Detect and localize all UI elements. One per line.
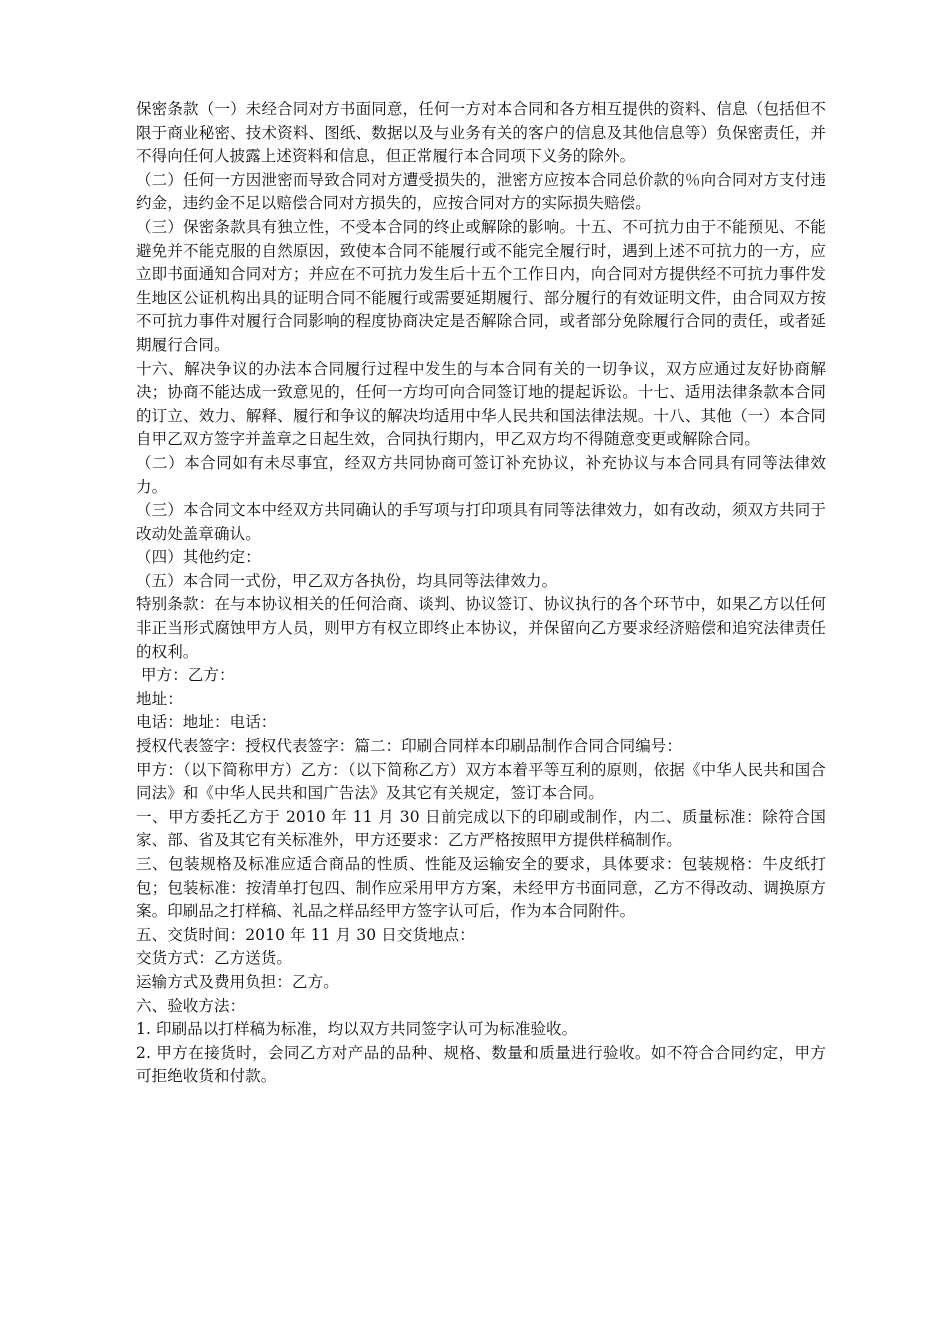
paragraph-special-clause: 特别条款：在与本协议相关的任何洽商、谈判、协议签订、协议执行的各个环节中，如果乙方以任何非正当形式腐蚀甲方人员，则甲方有权立即终止本协议，并保留向乙方要求经济赔偿和追究法律责任的权利。 bbox=[136, 595, 826, 661]
paragraph-confidentiality-1: 保密条款（一）未经合同对方书面同意，任何一方对本合同和各方相互提供的资料、信息（包括但不限于商业秘密、技术资料、图纸、数据以及与业务有关的客户的信息及其他信息等）负保密责任，并不得向任何人披露上述资料和信息，但正常履行本合同项下义务的除外。 bbox=[136, 100, 826, 166]
paragraph-acceptance-item-2: 2. 甲方在接货时，会同乙方对产品的品种、规格、数量和质量进行验收。如不符合合同约定，甲方可拒绝收货和付款。 bbox=[136, 1043, 826, 1086]
paragraph-printing-contract-intro: 甲方：（以下简称甲方）乙方：（以下简称乙方）双方本着平等互利的原则，依据《中华人民共和国合同法》和《中华人民共和国广告法》及其它有关规定，签订本合同。 bbox=[136, 760, 826, 803]
document-body bbox=[136, 98, 826, 1089]
paragraph-other-terms: （四）其他约定： bbox=[136, 548, 261, 567]
paragraph-delivery-method: 交货方式：乙方送货。 bbox=[136, 949, 293, 968]
paragraph-handwritten-items: （三）本合同文本中经双方共同确认的手写项与打印项具有同等法律效力，如有改动，须双方共同于改动处盖章确认。 bbox=[136, 501, 826, 543]
paragraph-acceptance-item-1: 1. 印刷品以打样稿为标准，均以双方共同签字认可为标准验收。 bbox=[136, 1020, 578, 1039]
paragraph-section-5-delivery-time: 五、交货时间：2010 年 11 月 30 日交货地点： bbox=[136, 925, 475, 944]
paragraph-section-1-2: 一、甲方委托乙方于 2010 年 11 月 30 日前完成以下的印刷或制作，内二、质量标准：除符合国家、部、省及其它有关标准外，甲方还要求：乙方严格按照甲方提供样稿制作。 bbox=[136, 807, 826, 850]
paragraph-supplementary-agreement: （二）本合同如有未尽事宜，经双方共同协商可签订补充协议，补充协议与本合同具有同等法律效力。 bbox=[136, 453, 826, 496]
paragraph-copies: （五）本合同一式份，甲乙双方各执份，均具同等法律效力。 bbox=[136, 571, 558, 590]
paragraph-confidentiality-2: （二）任何一方因泄密而导致合同对方遭受损失的，泄密方应按本合同总价款的％向合同对方支付违约金，违约金不足以赔偿合同对方损失的，应按合同对方的实际损失赔偿。 bbox=[136, 170, 826, 213]
paragraph-section-6-acceptance: 六、验收方法： bbox=[136, 996, 246, 1015]
paragraph-confidentiality-3-force-majeure: （三）保密条款具有独立性，不受本合同的终止或解除的影响。十五、不可抗力由于不能预见、不能避免并不能克服的自然原因，致使本合同不能履行或不能完全履行时，遇到上述不可抗力的一方，应立即书面通知合同对方；并应在不可抗力发生后十五个工作日内，向合同对方提供经不可抗力事件发生地区公证机构出具的证明合同不能履行或需要延期履行、部分履行的有效证明文件，由合同双方按不可抗力事件对履行合同影响的程度协商决定是否解除合同，或者部分免除履行合同的责任，或者延期履行合同。 bbox=[136, 217, 826, 354]
signature-parties-line: 甲方：乙方： bbox=[136, 666, 235, 685]
paragraph-transport-cost: 运输方式及费用负担：乙方。 bbox=[136, 972, 339, 991]
signature-address-line: 地址： bbox=[136, 689, 183, 708]
signature-representative-line: 授权代表签字：授权代表签字：篇二：印刷合同样本印刷品制作合同合同编号： bbox=[136, 737, 683, 756]
signature-phone-line: 电话：地址：电话： bbox=[136, 713, 277, 732]
paragraph-dispute-resolution: 十六、解决争议的办法本合同履行过程中发生的与本合同有关的一切争议，双方应通过友好协商解决；协商不能达成一致意见的，任何一方均可向合同签订地的提起诉讼。十七、适用法律条款本合同的订立、效力、解释、履行和争议的解决均适用中华人民共和国法律法规。十八、其他（一）本合同自甲乙双方签字并盖章之日起生效，合同执行期内，甲乙双方均不得随意变更或解除合同。 bbox=[136, 359, 826, 449]
paragraph-section-3-4: 三、包装规格及标准应适合商品的性质、性能及运输安全的要求，具体要求：包装规格：牛皮纸打包；包装标准：按清单打包四、制作应采用甲方方案，未经甲方书面同意，乙方不得改动、调换原方案。印刷品之打样稿、礼品之样品经甲方签字认可后，作为本合同附件。 bbox=[136, 855, 826, 921]
